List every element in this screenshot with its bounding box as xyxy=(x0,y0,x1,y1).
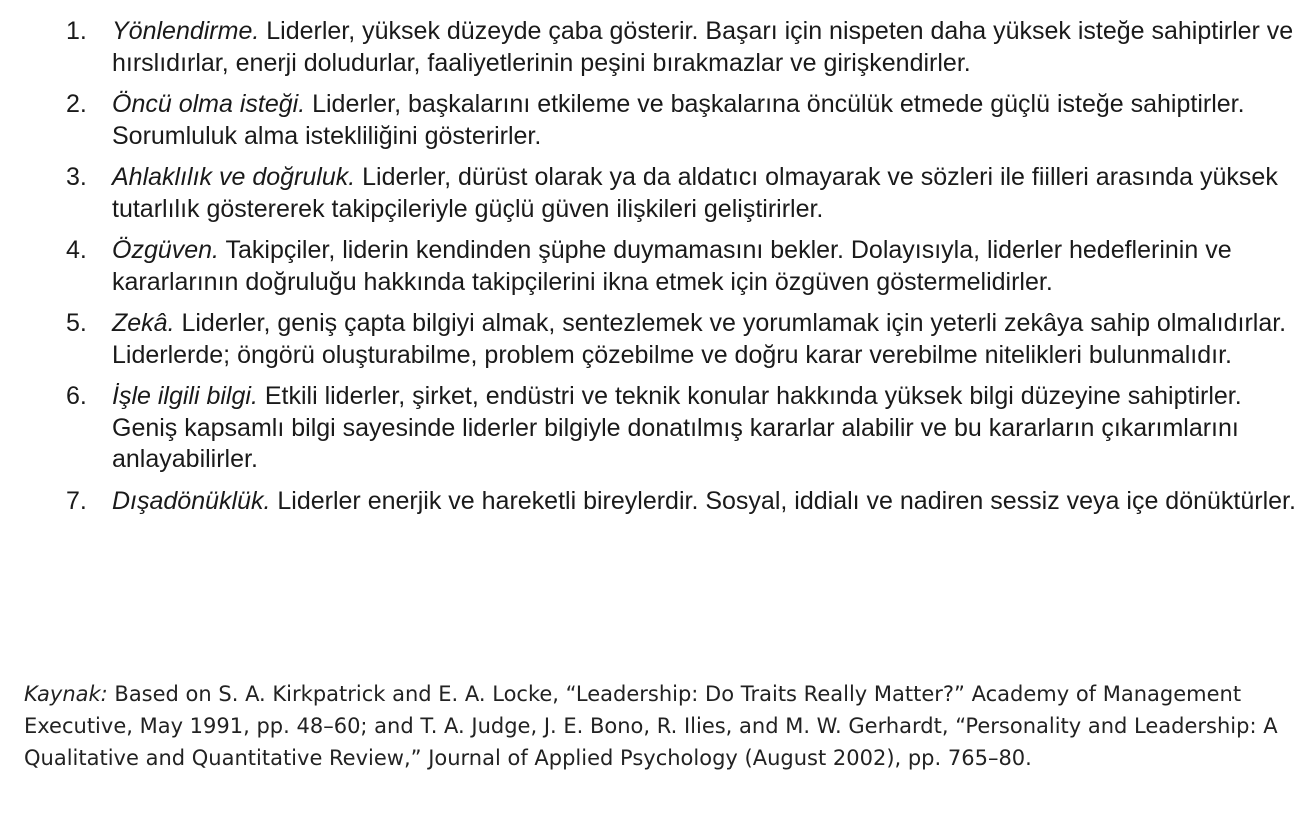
item-title: Dışadönüklük. xyxy=(112,486,271,515)
item-text: Etkili liderler, şirket, endüstri ve teknik konular hakkında yüksek bilgi düzeyine sahiptirler. Geniş kapsamlı bilgi sayesinde liderler bilgiyle donatılmış kararlar alabilir ve bu kararların çıkarımlarını anlayabilirler. xyxy=(112,382,1242,473)
item-title: Öncü olma isteği. xyxy=(112,90,306,118)
item-number: 7. xyxy=(66,486,87,515)
list-item xyxy=(0,89,1316,152)
list-item xyxy=(0,381,1316,476)
item-number: 6. xyxy=(66,382,87,410)
item-text: Liderler, yüksek düzeyde çaba gösterir. Başarı için nispeten daha yüksek isteğe sahiptirler ve hırslıdırlar, enerji doludurlar, faaliyetlerinin peşini bırakmazlar ve girişkendirler. xyxy=(112,17,1294,77)
item-text: Liderler, geniş çapta bilgiyi almak, sentezlemek ve yorumlamak için yeterli zekâya sahip olmalıdırlar. Liderlerde; öngörü oluşturabilme, problem çözebilme ve doğru karar verebilme nitelikleri bulunmalıdır. xyxy=(112,309,1287,369)
item-text: Liderler, başkalarını etkileme ve başkalarına öncülük etmede güçlü isteğe sahiptirler. Sorumluluk alma istekliliğini gösterirler. xyxy=(112,90,1245,150)
item-number: 2. xyxy=(66,90,87,118)
list-item xyxy=(0,16,1316,79)
source-citation xyxy=(24,678,1316,774)
item-number: 5. xyxy=(66,309,87,337)
item-number: 4. xyxy=(66,236,87,264)
item-text: Liderler, dürüst olarak ya da aldatıcı olmayarak ve sözleri ile fiilleri arasında yüksek tutarlılık göstererek takipçileriyle güçlü güven ilişkileri geliştirirler. xyxy=(112,163,1278,223)
item-title: Ahlaklılık ve doğruluk. xyxy=(112,163,356,191)
source-label: Kaynak: xyxy=(24,682,108,706)
item-text: Takipçiler, liderin kendinden şüphe duymamasını bekler. Dolayısıyla, liderler hedeflerinin ve kararlarının doğruluğu hakkında takipçilerini ikna etmek için özgüven göstermelidirler. xyxy=(112,236,1232,296)
item-title: İşle ilgili bilgi. xyxy=(112,382,258,410)
item-number: 3. xyxy=(66,163,87,191)
item-text: Liderler enerjik ve hareketli bireylerdir. Sosyal, iddialı ve nadiren sessiz veya içe dönüktürler. xyxy=(270,486,1296,515)
list-item xyxy=(0,308,1316,371)
item-number: 1. xyxy=(66,17,87,45)
item-title: Zekâ. xyxy=(112,309,175,337)
item-title: Özgüven. xyxy=(112,236,220,264)
source-text: Based on S. A. Kirkpatrick and E. A. Locke, “Leadership: Do Traits Really Matter?” Academy of Management Executive, May 1991, pp. 48–60; and T. A. Judge, J. E. Bono, R. Ilies, and M. W. Gerhardt, “Personality and Leadership: A Qualitative and Quantitative Review,” Journal of Applied Psychology (August 2002), pp. 765–80. xyxy=(24,682,1278,770)
list-item xyxy=(0,486,1316,518)
list-item xyxy=(0,235,1316,298)
leadership-traits-list xyxy=(0,16,1316,527)
list-item xyxy=(0,162,1316,225)
item-title: Yönlendirme. xyxy=(112,17,260,45)
